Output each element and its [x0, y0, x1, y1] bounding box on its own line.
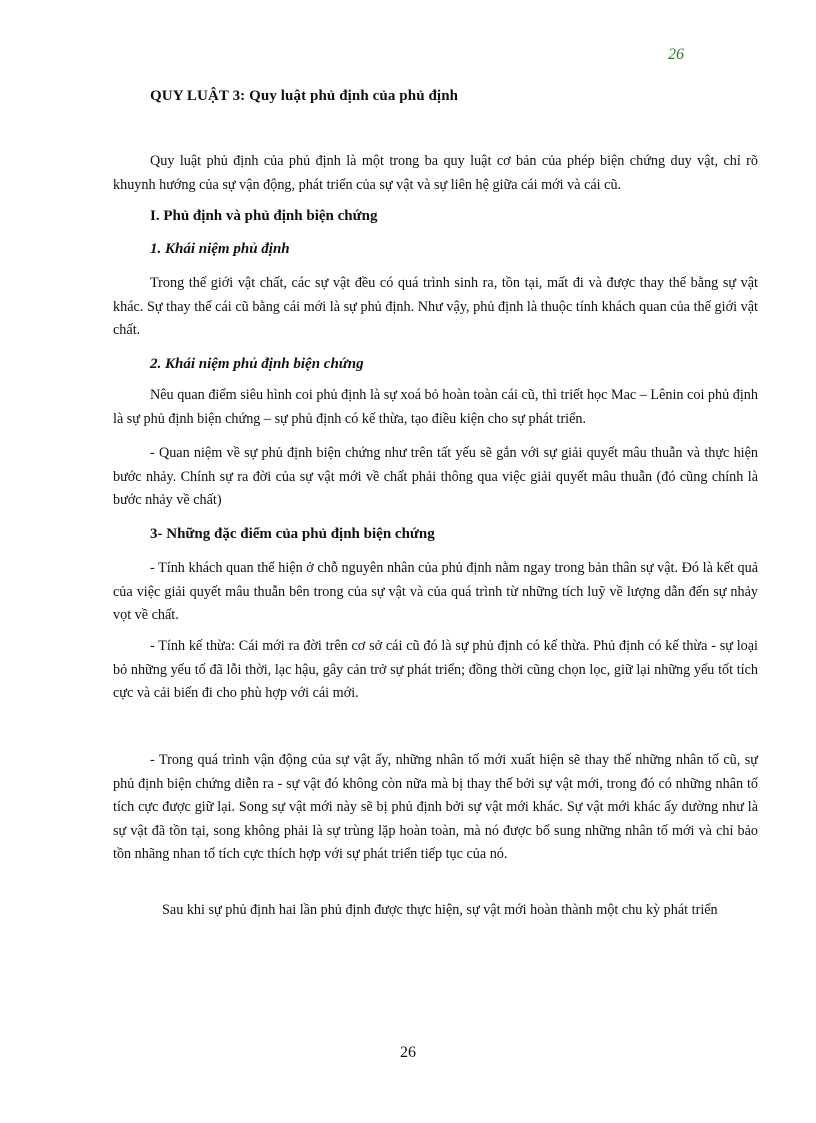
subsection-heading-2: 2. Khái niệm phủ định biện chứng	[150, 356, 364, 372]
subsection-3-paragraph-1: - Tính khách quan thể hiện ở chỗ nguyên nhân của phủ định nằm ngay trong bản thân sự vật. Đó là kết quả của việc giải quyết mâu thuẫn bên trong của sự vật và của quá trình từ những tích luỹ về lượng dẫn đến sự nhảy vọt về chất.	[113, 560, 758, 623]
subsection-1-paragraph: Trong thế giới vật chất, các sự vật đều có quá trình sinh ra, tồn tại, mất đi và được thay thế bằng sự vật khác. Sự thay thế cái cũ bằng cái mới là sự phủ định. Như vậy, phủ định là thuộc tính khách quan của thế giới vật chất.	[113, 275, 758, 338]
footer-page-number: 26	[400, 1044, 416, 1061]
subsection-2-paragraph-1: Nêu quan điểm siêu hình coi phủ định là sự xoá bỏ hoàn toàn cái cũ, thì triết học Mac – Lênin coi phủ định là sự phủ định biện chứng – sự phủ định có kế thừa, tạo điều kiện cho sự phát triển.	[113, 387, 758, 427]
header-page-number: 26	[668, 46, 684, 63]
subsection-heading-1: 1. Khái niệm phủ định	[150, 241, 290, 257]
page-title: QUY LUẬT 3: Quy luật phủ định của phủ định	[150, 88, 459, 104]
section-heading: I. Phủ định và phủ định biện chứng	[150, 208, 378, 224]
closing-paragraph: Sau khi sự phủ định hai lần phủ định được thực hiện, sự vật mới hoàn thành một chu kỳ phát triển	[162, 902, 718, 918]
subsection-heading-3: 3- Những đặc điểm của phủ định biện chứng	[150, 526, 435, 542]
subsection-2-paragraph-2: - Quan niệm về sự phủ định biện chứng như trên tất yếu sẽ gắn với sự giải quyết mâu thuẫn và thực hiện bước nhảy. Chính sự ra đời của sự vật mới về chất phải thông qua việc giải quyết mâu thuẫn (đó cũng chính là bước nhảy về chất)	[113, 445, 758, 508]
process-paragraph: - Trong quá trình vận động của sự vật ấy, những nhân tố mới xuất hiện sẽ thay thế những nhân tố cũ, sự phủ định biện chứng diễn ra - sự vật đó không còn nữa mà bị thay thế bởi sự vật mới, trong đó có những nhân tố tích cực được giữ lại. Song sự vật mới này sẽ bị phủ định bởi sự vật mới khác. Sự vật mới khác ấy dường như là sự vật đã tồn tại, song không phải là sự trùng lặp hoàn toàn, mà nó được bổ sung những nhân tố mới và chỉ bảo tồn nhãng nhan tố tích cực thích hợp với sự phát triển tiếp tục của nó.	[113, 752, 758, 862]
intro-paragraph: Quy luật phủ định của phủ định là một trong ba quy luật cơ bản của phép biện chứng duy vật, chỉ rõ khuynh hướng của sự vận động, phát triển của sự vật và sự liên hệ giữa cái mới và cái cũ.	[113, 153, 758, 193]
subsection-3-paragraph-2: - Tính kế thừa: Cái mới ra đời trên cơ sở cái cũ đó là sự phủ định có kế thừa. Phủ định có kế thừa - sự loại bỏ những yếu tố đã lỗi thời, lạc hậu, gây cản trở sự phát triển; đồng thời cũng chọn lọc, giữ lại những yếu tốt tích cực và cải biến đi cho phù hợp với cái mới.	[113, 638, 758, 701]
